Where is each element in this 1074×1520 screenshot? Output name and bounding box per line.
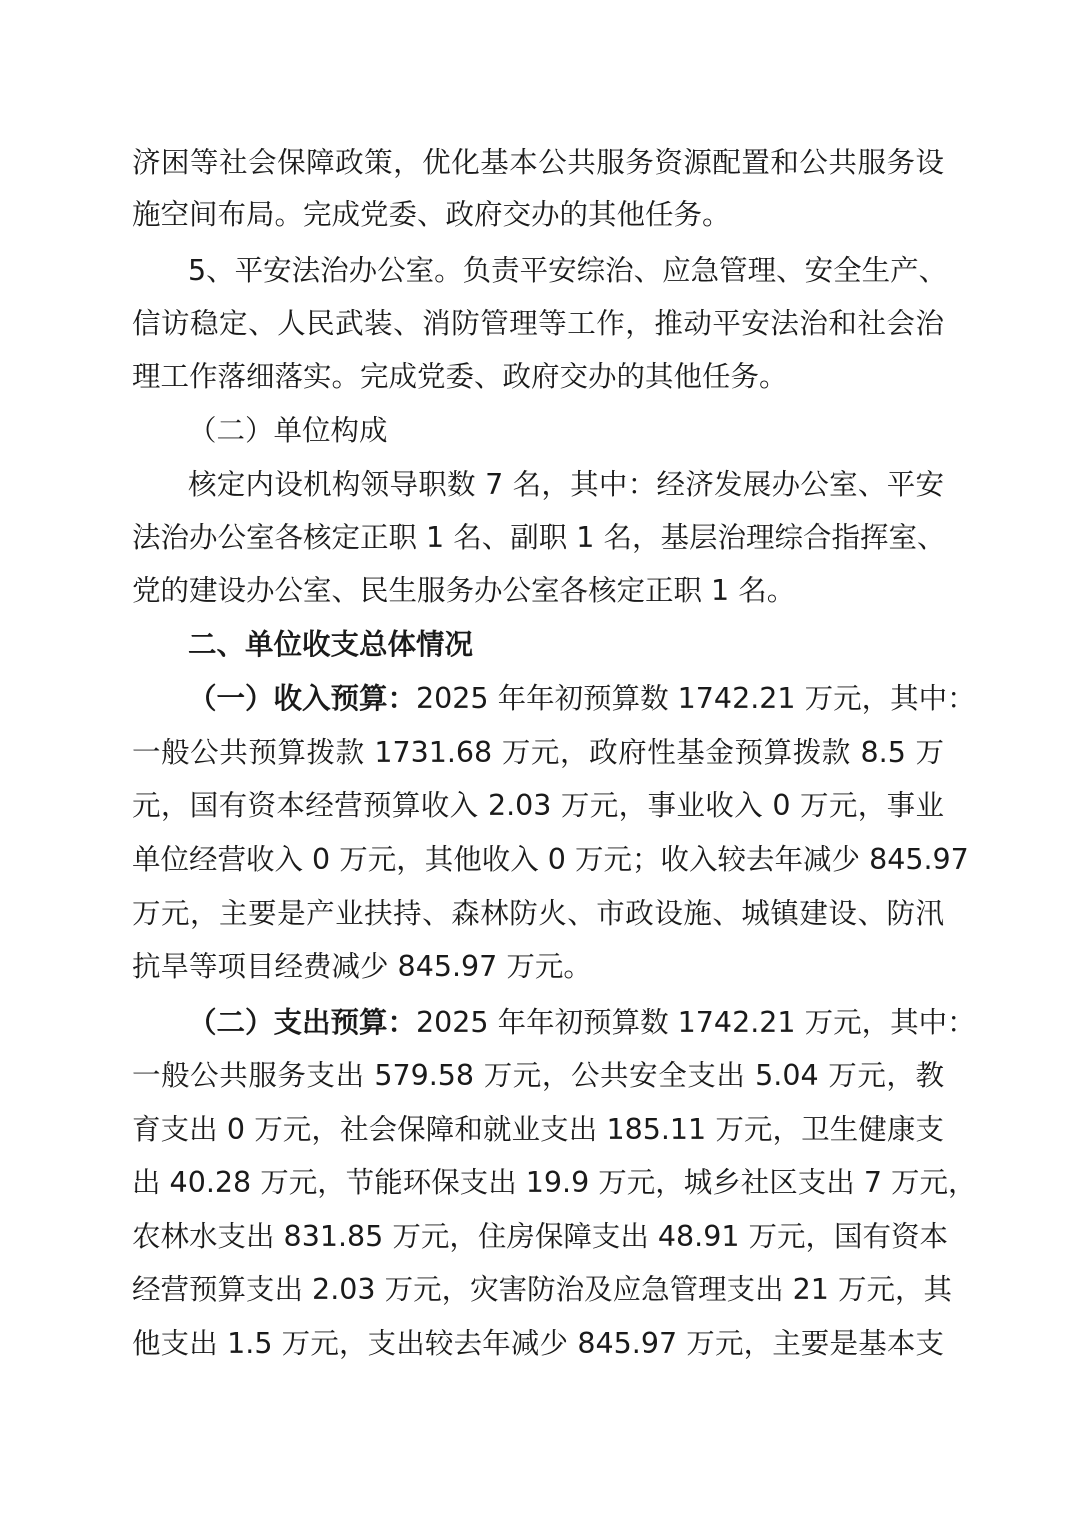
paragraph-line: 农林水支出 831.85 万元，住房保障支出 48.91 万元，国有资本: [132, 1220, 949, 1253]
paragraph-line: 核定内设机构领导职数 7 名，其中：经济发展办公室、平安: [188, 468, 944, 501]
paragraph-line: 5、平安法治办公室。负责平安综治、应急管理、安全生产、: [188, 254, 948, 287]
paragraph-line: 一般公共预算拨款 1731.68 万元，政府性基金预算拨款 8.5 万: [132, 736, 944, 769]
expense-budget-text: 2025 年年初预算数 1742.21 万元，其中：: [416, 1006, 976, 1039]
paragraph-line: 出 40.28 万元，节能环保支出 19.9 万元，城乡社区支出 7 万元，: [132, 1166, 977, 1199]
paragraph-line: 法治办公室各核定正职 1 名、副职 1 名，基层治理综合指挥室、: [132, 521, 946, 554]
chapter-heading: 二、单位收支总体情况: [188, 628, 474, 661]
paragraph-line: 单位经营收入 0 万元，其他收入 0 万元；收入较去年减少 845.97: [132, 843, 969, 876]
paragraph-line: 元，国有资本经营预算收入 2.03 万元，事业收入 0 万元，事业: [132, 789, 944, 822]
paragraph-line: 理工作落细落实。完成党委、政府交办的其他任务。: [132, 360, 788, 393]
paragraph-line: 信访稳定、人民武装、消防管理等工作，推动平安法治和社会治: [132, 307, 944, 340]
paragraph-line: 经营预算支出 2.03 万元，灾害防治及应急管理支出 21 万元，其: [132, 1273, 952, 1306]
income-budget-label: （一）收入预算：: [188, 682, 417, 715]
paragraph-line: 党的建设办公室、民生服务办公室各核定正职 1 名。: [132, 574, 796, 607]
paragraph-line: 济困等社会保障政策，优化基本公共服务资源配置和公共服务设: [132, 146, 944, 179]
paragraph-line: 抗旱等项目经费减少 845.97 万元。: [132, 950, 592, 983]
paragraph-line: 施空间布局。完成党委、政府交办的其他任务。: [132, 198, 731, 231]
paragraph-line: 育支出 0 万元，社会保障和就业支出 185.11 万元，卫生健康支: [132, 1113, 944, 1146]
paragraph-line: [188, 672, 976, 726]
paragraph-line: 一般公共服务支出 579.58 万元，公共安全支出 5.04 万元，教: [132, 1059, 944, 1092]
expense-budget-label: （二）支出预算：: [188, 1006, 417, 1039]
income-budget-text: 2025 年年初预算数 1742.21 万元，其中：: [416, 682, 976, 715]
paragraph-line: 他支出 1.5 万元，支出较去年减少 845.97 万元，主要是基本支: [132, 1327, 944, 1360]
section-heading: （二）单位构成: [188, 414, 388, 447]
paragraph-line: 万元，主要是产业扶持、森林防火、市政设施、城镇建设、防汛: [132, 897, 944, 930]
paragraph-line: [188, 996, 976, 1050]
